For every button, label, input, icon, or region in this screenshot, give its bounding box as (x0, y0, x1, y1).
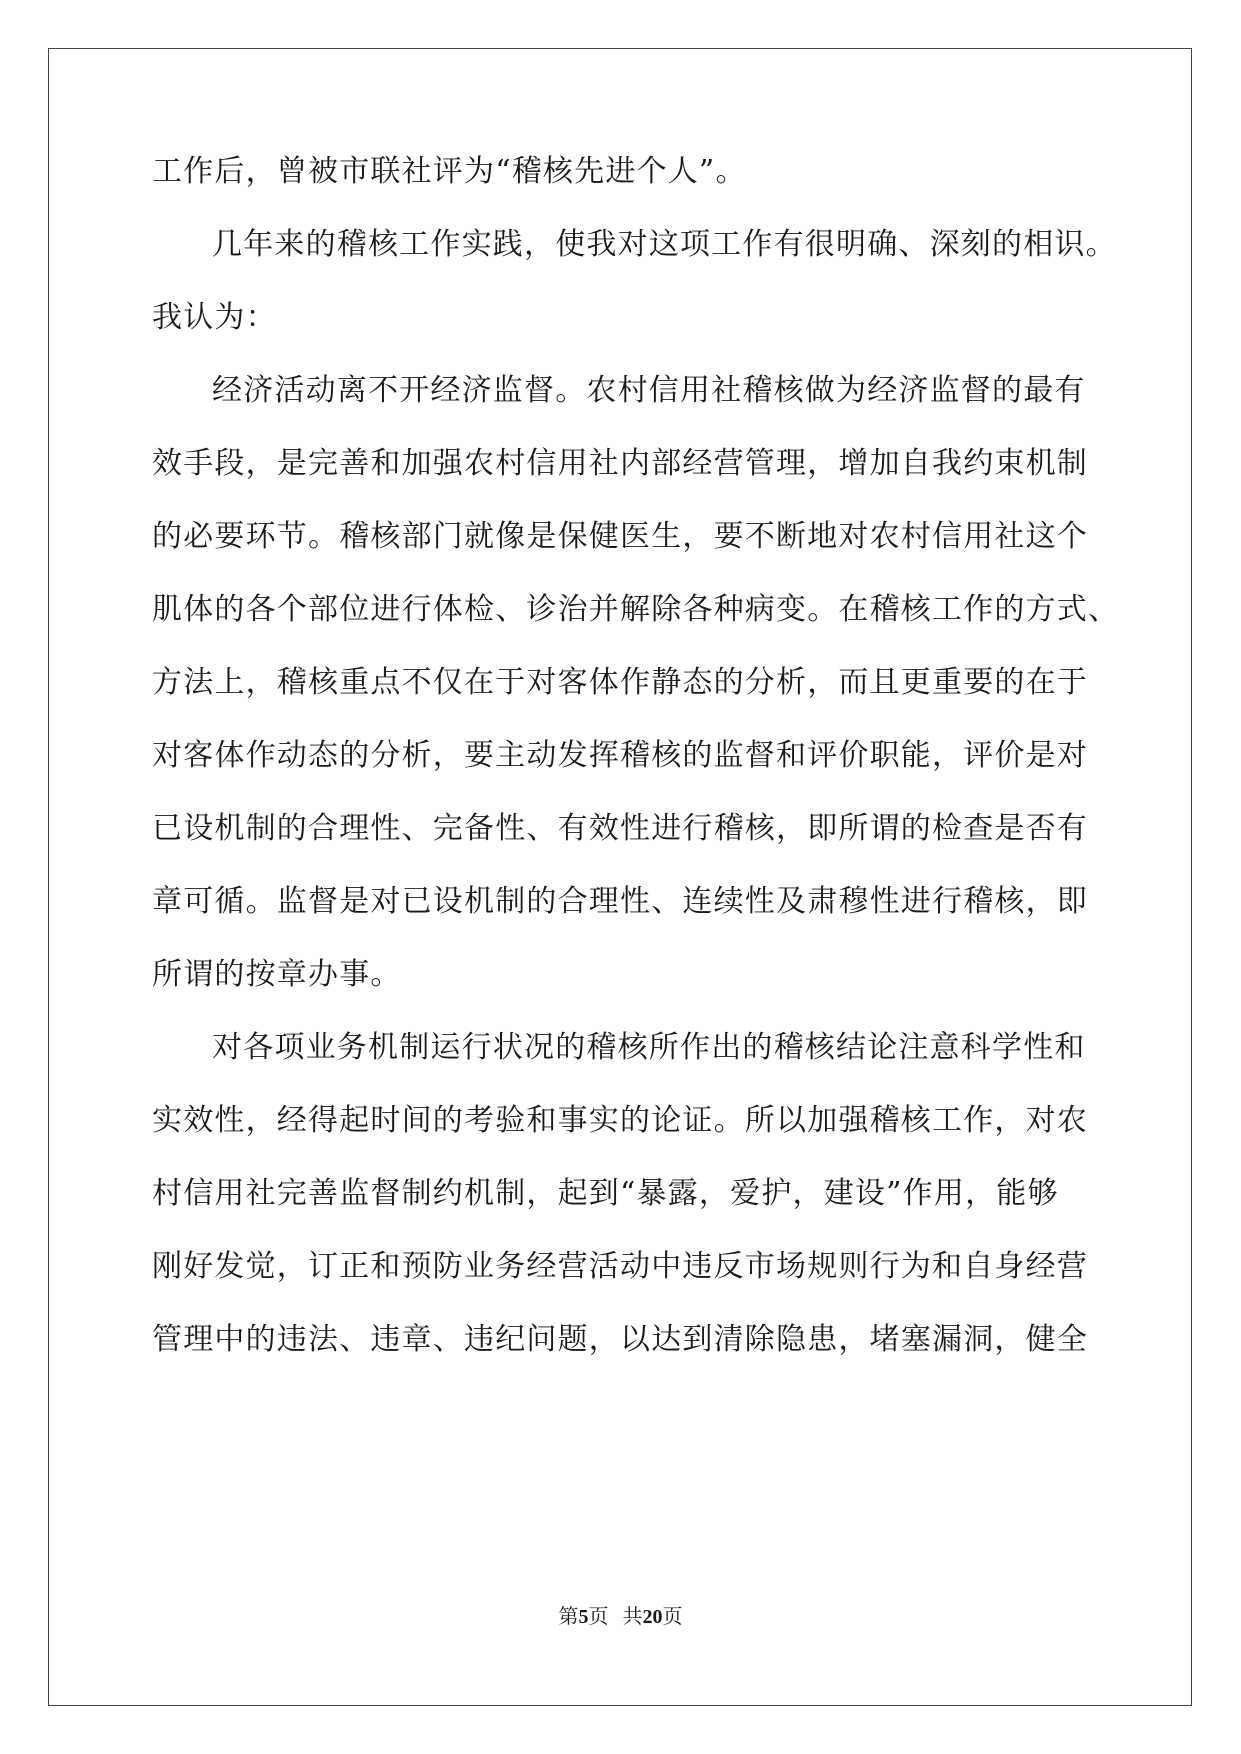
text-line: 对客体作动态的分析，要主动发挥稽核的监督和评价职能，评价是对 (152, 738, 1088, 773)
text-line: 工作后，曾被市联社评为“稽核先进个人”。 (152, 154, 747, 189)
total-label-suffix: 页 (662, 1606, 683, 1628)
text-line: 刚好发觉，订正和预防业务经营活动中违反市场规则行为和自身经营 (152, 1249, 1088, 1284)
paragraph-start-line: 几年来的稽核工作实践，使我对这项工作有很明确、深刻的相识。 (212, 227, 1117, 262)
text-line: 方法上，稽核重点不仅在于对客体作静态的分析，而且更重要的在于 (152, 665, 1088, 700)
text-line: 我认为： (152, 300, 277, 335)
total-label-prefix: 共 (622, 1606, 643, 1628)
total-pages: 20 (642, 1606, 663, 1628)
page-border (48, 48, 1192, 1706)
text-line: 管理中的违法、违章、违纪问题，以达到清除隐患，堵塞漏洞，健全 (152, 1322, 1088, 1357)
page-label-prefix: 第 (558, 1606, 579, 1628)
text-line: 所谓的按章办事。 (152, 957, 402, 992)
text-line: 效手段，是完善和加强农村信用社内部经营管理，增加自我约束机制 (152, 446, 1088, 481)
page-number: 5 (578, 1606, 589, 1628)
paragraph-start-line: 经济活动离不开经济监督。农村信用社稽核做为经济监督的最有 (212, 373, 1086, 408)
text-line: 的必要环节。稽核部门就像是保健医生，要不断地对农村信用社这个 (152, 519, 1088, 554)
page-label-suffix: 页 (588, 1606, 609, 1628)
paragraph-start-line: 对各项业务机制运行状况的稽核所作出的稽核结论注意科学性和 (212, 1030, 1086, 1065)
text-line: 村信用社完善监督制约机制，起到“暴露，爱护，建设”作用，能够 (152, 1176, 1059, 1211)
text-line: 肌体的各个部位进行体检、诊治并解除各种病变。在稽核工作的方式、 (152, 592, 1120, 627)
text-line: 已设机制的合理性、完备性、有效性进行稽核，即所谓的检查是否有 (152, 811, 1088, 846)
text-line: 实效性，经得起时间的考验和事实的论证。所以加强稽核工作，对农 (152, 1103, 1088, 1138)
text-line: 章可循。监督是对已设机制的合理性、连续性及肃穆性进行稽核，即 (152, 884, 1088, 919)
page-footer (0, 1604, 1241, 1630)
